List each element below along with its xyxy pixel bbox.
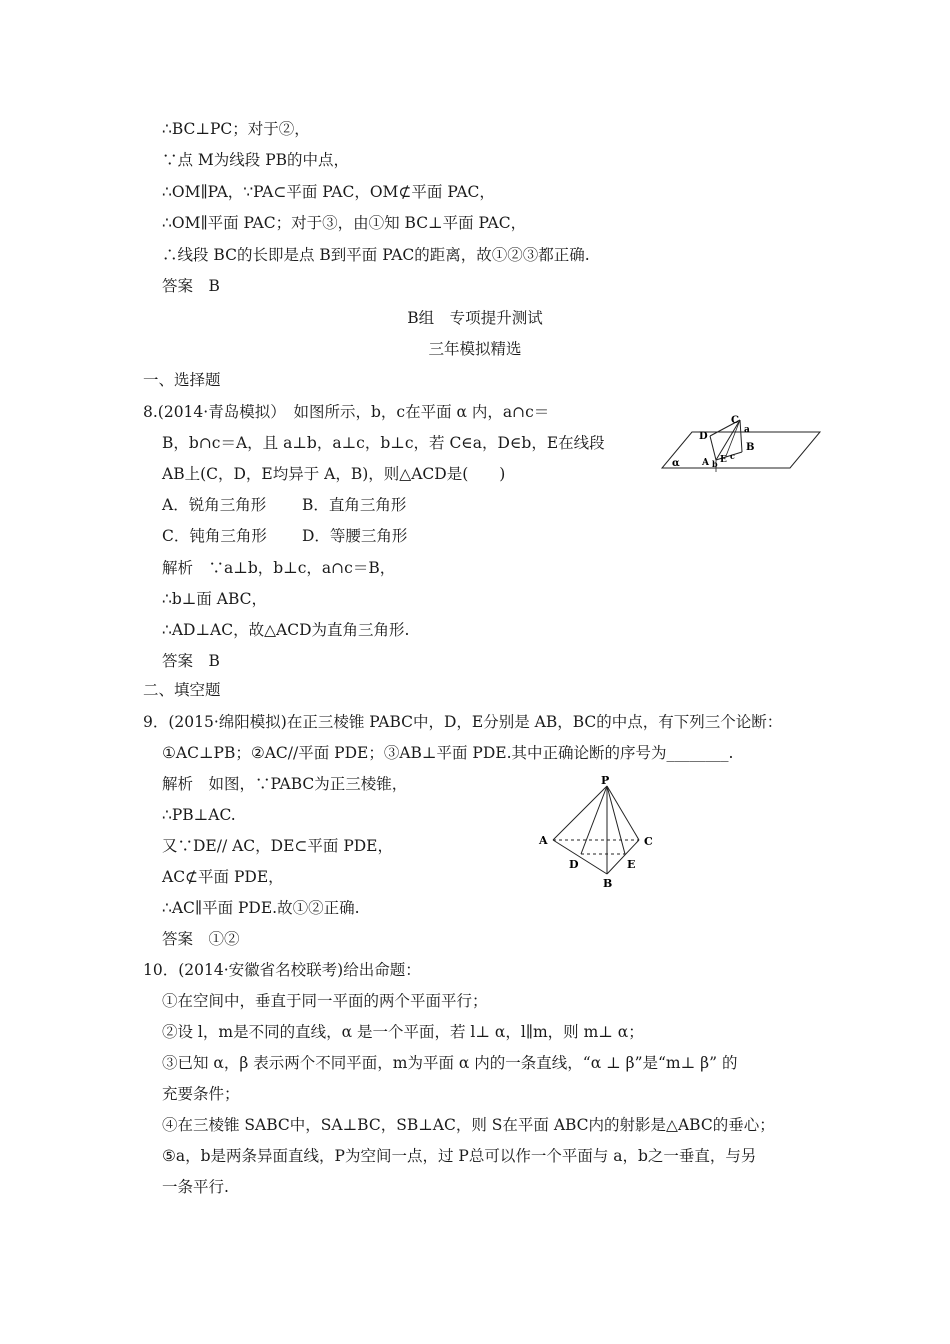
q9-solution: AC⊄平面 PDE， bbox=[162, 868, 284, 886]
section-heading: 一、选择题 bbox=[143, 371, 221, 389]
fig9-label-e: E bbox=[627, 858, 636, 871]
q10-item: ④在三棱锥 SABC中，SA⊥BC，SB⊥AC，则 S在平面 ABC内的射影是△ABC的垂心； bbox=[162, 1116, 775, 1134]
q10-item: ②设 l，m是不同的直线，α 是一个平面，若 l⊥ α，l∥m，则 m⊥ α； bbox=[162, 1023, 644, 1041]
q8-line: AB上(C，D，E均异于 A，B)，则△ACD是( ) bbox=[162, 465, 506, 483]
q8-option-d: D．等腰三角形 bbox=[302, 527, 408, 545]
q9-solution: 又∵DE// AC，DE⊂平面 PDE， bbox=[162, 837, 393, 855]
fig8-label-e: E bbox=[720, 455, 727, 465]
answer-line: 答案 B bbox=[162, 277, 220, 295]
fig8-label-a-line: a bbox=[744, 425, 750, 435]
fig8-label-d: D bbox=[699, 431, 708, 442]
fig8-label-a-point: A bbox=[702, 458, 709, 468]
q9-line: 9．(2015·绵阳模拟)在正三棱锥 PABC中，D，E分别是 AB，BC的中点，有下列三个论断： bbox=[143, 713, 783, 731]
text-line: ∵点 M为线段 PB的中点， bbox=[162, 151, 350, 169]
text-line: ∴OM∥平面 PAC；对于③，由①知 BC⊥平面 PAC， bbox=[162, 214, 527, 232]
fig8-label-b-line: b bbox=[712, 459, 718, 469]
group-subtitle: 三年模拟精选 bbox=[428, 340, 522, 358]
q8-answer: 答案 B bbox=[162, 652, 220, 670]
q9-solution: ∴AC∥平面 PDE.故①②正确. bbox=[162, 899, 360, 917]
q9-solution: ∴PB⊥AC. bbox=[162, 806, 236, 824]
fig9-label-a: A bbox=[539, 834, 548, 847]
q8-solution: ∴AD⊥AC，故△ACD为直角三角形. bbox=[162, 621, 410, 639]
text-line: ∴线段 BC的长即是点 B到平面 PAC的距离，故①②③都正确. bbox=[162, 246, 590, 264]
q8-option-a: A．锐角三角形 bbox=[162, 496, 267, 514]
q10-item: ③已知 α，β 表示两个不同平面，m为平面 α 内的一条直线，“α ⊥ β”是“m⊥ β” 的 bbox=[162, 1054, 738, 1072]
group-title: B组 专项提升测试 bbox=[407, 309, 543, 327]
fig9-label-c: C bbox=[644, 835, 653, 848]
fig9-label-d: D bbox=[569, 858, 579, 871]
q8-option-c: C．钝角三角形 bbox=[162, 527, 267, 545]
fig8-label-alpha: α bbox=[672, 458, 680, 469]
fig8-label-b-point: B bbox=[746, 442, 755, 453]
q9-figure bbox=[535, 774, 665, 890]
fig9-label-b: B bbox=[603, 877, 613, 890]
text-line: ∴BC⊥PC；对于②， bbox=[162, 120, 310, 138]
fig8-label-c-line: c bbox=[730, 451, 735, 461]
section-heading: 二、填空题 bbox=[143, 681, 221, 699]
q10-item: ①在空间中，垂直于同一平面的两个平面平行； bbox=[162, 992, 488, 1010]
q8-solution: ∴b⊥面 ABC， bbox=[162, 590, 268, 608]
fig8-label-c: C bbox=[731, 415, 739, 426]
q10-line: 10．(2014·安徽省名校联考)给出命题： bbox=[143, 961, 421, 979]
text-line: ∴OM∥PA，∵PA⊂平面 PAC，OM⊄平面 PAC， bbox=[162, 183, 495, 201]
q9-line: ①AC⊥PB；②AC//平面 PDE；③AB⊥平面 PDE.其中正确论断的序号为________. bbox=[162, 744, 734, 762]
fig9-label-p: P bbox=[601, 774, 610, 787]
q9-answer: 答案 ①② bbox=[162, 930, 240, 948]
q8-solution: 解析 ∵a⊥b，b⊥c，a∩c＝B， bbox=[162, 559, 396, 577]
q10-item: ⑤a，b是两条异面直线，P为空间一点，过 P总可以作一个平面与 a，b之一垂直，与另 bbox=[162, 1147, 757, 1165]
q8-figure bbox=[662, 408, 822, 478]
q10-item: 一条平行. bbox=[162, 1178, 229, 1196]
q9-solution: 解析 如图，∵PABC为正三棱锥， bbox=[162, 775, 408, 793]
q8-line: B，b∩c＝A，且 a⊥b，a⊥c，b⊥c，若 C∈a，D∈b，E在线段 bbox=[162, 434, 605, 452]
q10-item: 充要条件； bbox=[162, 1085, 240, 1103]
q8-option-b: B．直角三角形 bbox=[302, 496, 407, 514]
q8-line: 8.(2014·青岛模拟） 如图所示，b，c在平面 α 内，a∩c＝ bbox=[143, 403, 550, 421]
